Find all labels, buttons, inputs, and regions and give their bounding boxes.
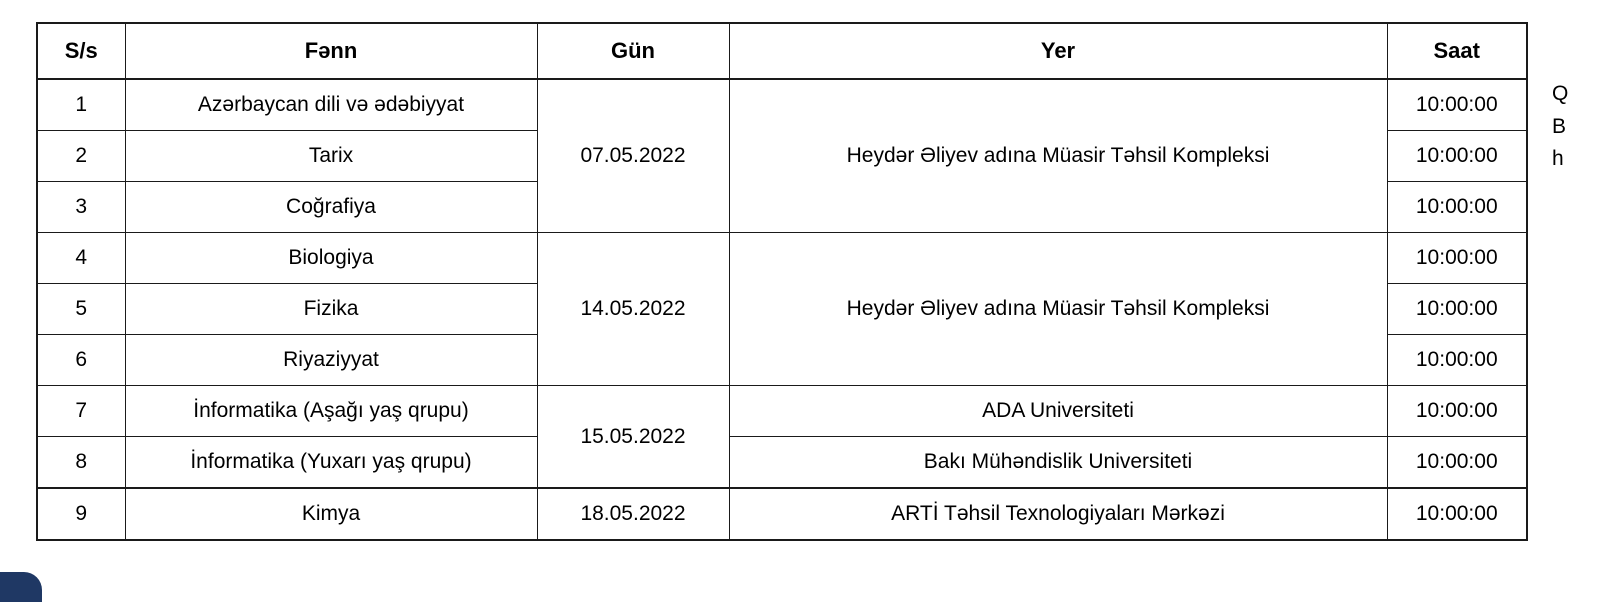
cell-no: 2 (37, 131, 125, 182)
cell-subject: Fizika (125, 284, 537, 335)
cell-time: 10:00:00 (1387, 335, 1527, 386)
table-header (37, 23, 1527, 79)
side-note-line-3: h (1552, 147, 1564, 171)
cell-no: 3 (37, 182, 125, 233)
cell-no: 7 (37, 386, 125, 437)
table-row (37, 437, 1527, 489)
cell-time: 10:00:00 (1387, 182, 1527, 233)
table-row (37, 233, 1527, 284)
cell-time: 10:00:00 (1387, 233, 1527, 284)
cell-place: Heydər Əliyev adına Müasir Təhsil Kompleksi (729, 233, 1387, 386)
cell-time: 10:00:00 (1387, 284, 1527, 335)
cell-no: 5 (37, 284, 125, 335)
cell-day: 18.05.2022 (537, 488, 729, 540)
table-row (37, 79, 1527, 131)
cell-time: 10:00:00 (1387, 131, 1527, 182)
table-body (37, 79, 1527, 540)
page-corner-decoration (0, 572, 42, 602)
cell-time: 10:00:00 (1387, 437, 1527, 489)
cell-no: 1 (37, 79, 125, 131)
cell-day: 07.05.2022 (537, 79, 729, 233)
cell-no: 4 (37, 233, 125, 284)
cell-time: 10:00:00 (1387, 79, 1527, 131)
side-note-line-2: B (1552, 114, 1567, 138)
cell-subject: Riyaziyyat (125, 335, 537, 386)
cell-time: 10:00:00 (1387, 386, 1527, 437)
cell-subject: İnformatika (Yuxarı yaş qrupu) (125, 437, 537, 489)
exam-schedule-table-wrapper (36, 22, 1526, 541)
column-header-subject: Fənn (125, 23, 537, 79)
table-row (37, 488, 1527, 540)
cell-subject: Coğrafiya (125, 182, 537, 233)
side-note-line-1: Q (1552, 82, 1569, 105)
cell-day: 15.05.2022 (537, 386, 729, 489)
exam-schedule-table (36, 22, 1528, 541)
cell-place: ADA Universiteti (729, 386, 1387, 437)
cell-no: 6 (37, 335, 125, 386)
cell-subject: Tarix (125, 131, 537, 182)
cell-day: 14.05.2022 (537, 233, 729, 386)
cell-subject: Biologiya (125, 233, 537, 284)
side-note-clipped-text (1552, 78, 1600, 176)
cell-subject: Azərbaycan dili və ədəbiyyat (125, 79, 537, 131)
column-header-day: Gün (537, 23, 729, 79)
table-row (37, 386, 1527, 437)
column-header-time: Saat (1387, 23, 1527, 79)
cell-place: Heydər Əliyev adına Müasir Təhsil Kompleksi (729, 79, 1387, 233)
cell-time: 10:00:00 (1387, 488, 1527, 540)
cell-subject: İnformatika (Aşağı yaş qrupu) (125, 386, 537, 437)
column-header-no: S/s (37, 23, 125, 79)
cell-no: 9 (37, 488, 125, 540)
cell-place: ARTİ Təhsil Texnologiyaları Mərkəzi (729, 488, 1387, 540)
column-header-place: Yer (729, 23, 1387, 79)
cell-place: Bakı Mühəndislik Universiteti (729, 437, 1387, 489)
cell-subject: Kimya (125, 488, 537, 540)
table-header-row (37, 23, 1527, 79)
cell-no: 8 (37, 437, 125, 489)
